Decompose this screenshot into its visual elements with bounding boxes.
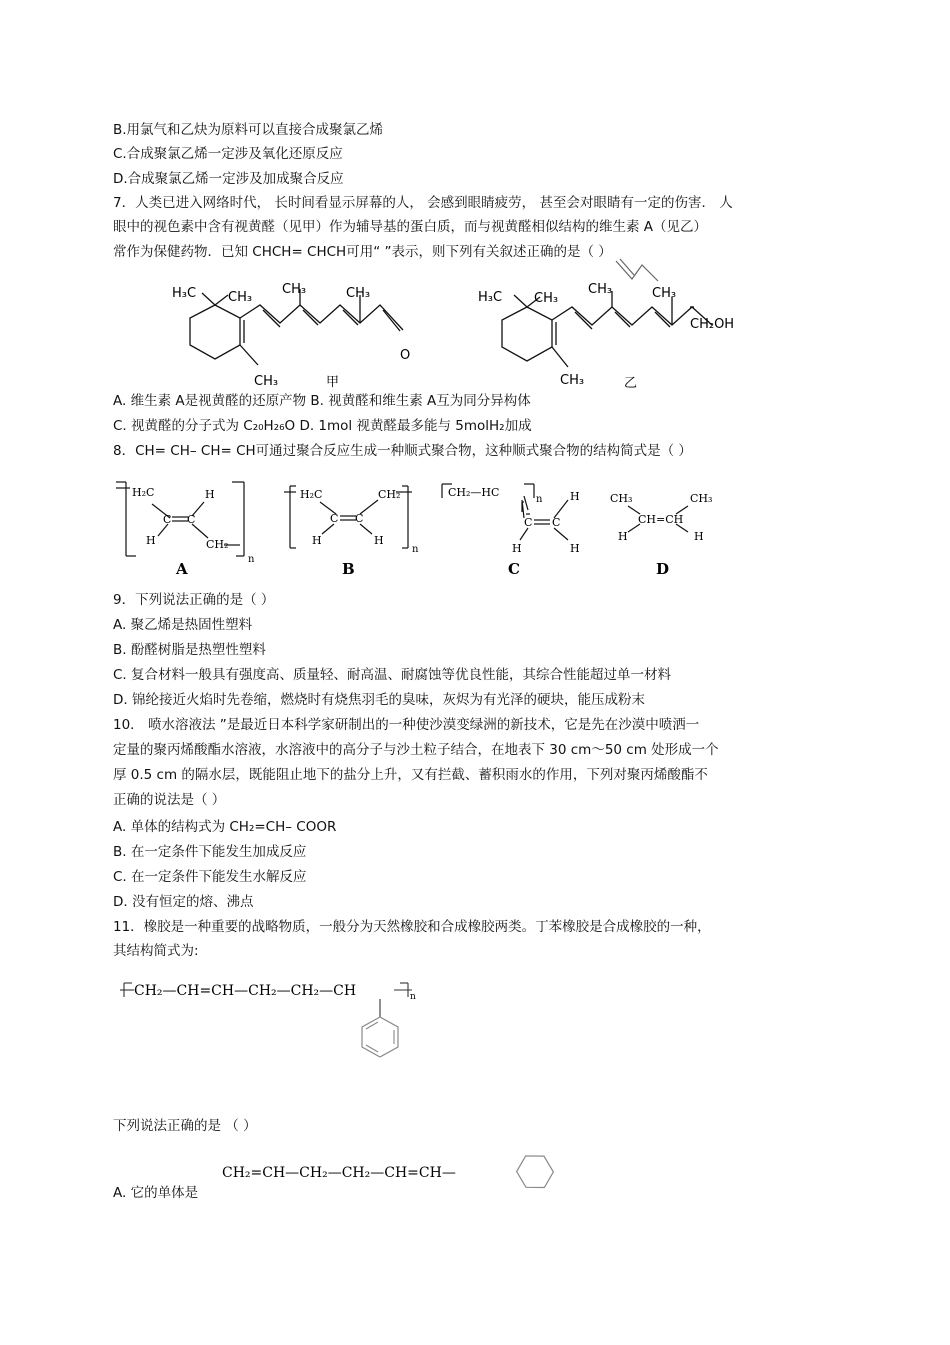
question-11-line1: 11．橡胶是一种重要的战略物质，一般分为天然橡胶和合成橡胶两类。丁苯橡胶是合成橡胶的一种，: [113, 919, 711, 935]
question-10-option-d: D. 没有恒定的熔、沸点: [113, 894, 254, 910]
q8c-n: n: [536, 494, 543, 505]
vitamin-a-ch3-chain2: CH₃: [652, 286, 677, 301]
vitamin-a-h3c: H₃C: [478, 290, 503, 305]
question-10-line1: 10． 喷水溶液法 ”是最近日本科学家研制出的一种使沙漠变绿洲的新技术，它是先在沙漠中喷洒一: [113, 717, 700, 733]
question-10-line2: 定量的聚丙烯酸酯水溶液，水溶液中的高分子与沙土粒子结合，在地表下 30 cm～50 cm 处形成一个: [113, 742, 719, 758]
retinal-ch3-ring: CH₃: [254, 374, 279, 389]
question-9-option-c: C. 复合材料一般具有强度高、质量轻、耐高温、耐腐蚀等优良性能，其综合性能超过单一材料: [113, 667, 672, 683]
question-8-stem: 8．CH= CH– CH= CH可通过聚合反应生成一种顺式聚合物，这种顺式聚合物的结构简式是（ ）: [113, 443, 692, 459]
retinal-h3c: H₃C: [172, 286, 197, 301]
question-7-options-ab: A. 维生素 A是视黄醛的还原产物 B. 视黄醛和维生素 A互为同分异构体: [113, 393, 531, 409]
retinal-oxygen: O: [400, 348, 411, 363]
question-7-line2: 眼中的视色素中含有视黄醛（见甲）作为辅导基的蛋白质，而与视黄醛相似结构的维生素 A（见乙）: [113, 219, 708, 235]
question-9-option-d: D. 锦纶接近火焰时先卷缩，燃烧时有烧焦羽毛的臭味，灰烬为有光泽的硬块，能压成粉末: [113, 692, 645, 708]
q8c-h-left: H: [512, 542, 522, 555]
q8d-double-bond: CH=CH: [638, 513, 684, 526]
q8a-h-top: H: [205, 488, 215, 501]
q8b-ch2: CH₂: [378, 488, 401, 501]
q8-option-c: [438, 478, 588, 578]
question-10-option-c: C. 在一定条件下能发生水解反应: [113, 869, 307, 885]
vitamin-a-ch3-ring: CH₃: [560, 373, 585, 388]
q8d-h-right: H: [694, 530, 704, 543]
option-c-line: C.合成聚氯乙烯一定涉及氧化还原反应: [113, 146, 343, 162]
question-10-option-a: A. 单体的结构式为 CH₂=CH– COOR: [113, 819, 337, 835]
q8-option-d: [606, 478, 726, 578]
question-9-option-b: B. 酚醛树脂是热塑性塑料: [113, 642, 266, 658]
q8-option-b: [282, 478, 422, 578]
q8a-h2c: H₂C: [132, 486, 155, 499]
q8b-n: n: [412, 544, 419, 555]
vitamin-a-ch3-gem: CH₃: [534, 291, 559, 306]
question-9-option-a: A. 聚乙烯是热固性塑料: [113, 617, 253, 633]
q8a-letter: A: [176, 560, 188, 578]
q8d-ch3-right: CH₃: [690, 492, 713, 505]
retinal-ch3-chain2: CH₃: [346, 286, 371, 301]
sbr-n: n: [410, 992, 416, 1002]
q8a-c1: C: [163, 513, 172, 526]
retinal-ch3-chain1: CH₃: [282, 282, 307, 297]
sbr-structure: [118, 975, 428, 1075]
option-b-line: B.用氯气和乙炔为原料可以直接合成聚氯乙烯: [113, 122, 384, 138]
retinal-label: 甲: [326, 375, 340, 390]
monomer-formula: CH₂=CH—CH₂—CH₂—CH=CH—: [222, 1165, 456, 1181]
q8b-c1: C: [330, 512, 339, 525]
vitamin-a-ch3-chain1: CH₃: [588, 282, 613, 297]
q8c-c1: C: [524, 516, 533, 529]
question-9-stem: 9．下列说法正确的是（ ）: [113, 592, 275, 608]
q8b-letter: B: [342, 560, 355, 578]
question-7-line3: 常作为保健药物．已知 CHCH= CHCH可用“ ”表示，则下列有关叙述正确的是（ ）: [113, 244, 612, 260]
q8b-h-left: H: [312, 534, 322, 547]
q8b-h-right: H: [374, 534, 384, 547]
question-10-option-b: B. 在一定条件下能发生加成反应: [113, 844, 307, 860]
option-d-line: D.合成聚氯乙烯一定涉及加成聚合反应: [113, 171, 344, 187]
q8c-chain: CH₂—HC: [448, 486, 500, 499]
monomer-structure: [220, 1152, 560, 1192]
vitamin-a-ch2oh: CH₂OH: [690, 317, 735, 332]
question-11-stem: 下列说法正确的是 （ ）: [113, 1118, 257, 1134]
q8b-h2c: H₂C: [300, 488, 323, 501]
question-7-line1: 7．人类已进入网络时代， 长时间看显示屏幕的人， 会感到眼睛疲劳， 甚至会对眼睛有一定的伤害． 人: [113, 195, 733, 211]
q8c-letter: C: [508, 560, 520, 578]
question-10-line4: 正确的说法是（ ）: [113, 792, 226, 808]
retinal-structure: [160, 275, 460, 395]
q8c-c2: C: [552, 516, 561, 529]
vitamin-a-structure: [472, 277, 782, 397]
q8a-c2: C: [187, 513, 196, 526]
q8d-h-left: H: [618, 530, 628, 543]
q8b-c2: C: [355, 512, 364, 525]
q8c-h-top: H: [570, 490, 580, 503]
q8a-ch2: CH₂: [206, 538, 229, 551]
q8a-h-bottom: H: [146, 534, 156, 547]
retinal-ch3-gem: CH₃: [228, 290, 253, 305]
q8a-n: n: [248, 554, 255, 565]
question-10-line3: 厚 0.5 cm 的隔水层，既能阻止地下的盐分上升，又有拦截、蓄积雨水的作用，下列对聚丙烯酸酯不: [113, 767, 708, 783]
q8c-h-right: H: [570, 542, 580, 555]
q8d-ch3-left: CH₃: [610, 492, 633, 505]
sbr-formula: CH₂—CH=CH—CH₂—CH₂—CH: [134, 983, 357, 999]
q8-option-a: [112, 478, 255, 578]
question-7-options-cd: C. 视黄醛的分子式为 C₂₀H₂₆O D. 1mol 视黄醛最多能与 5molH₂加成: [113, 418, 532, 434]
question-11-option-a: A. 它的单体是: [113, 1185, 199, 1201]
vitamin-a-label: 乙: [624, 376, 638, 391]
q8d-letter: D: [656, 560, 670, 578]
question-11-line2: 其结构简式为:: [113, 943, 199, 959]
